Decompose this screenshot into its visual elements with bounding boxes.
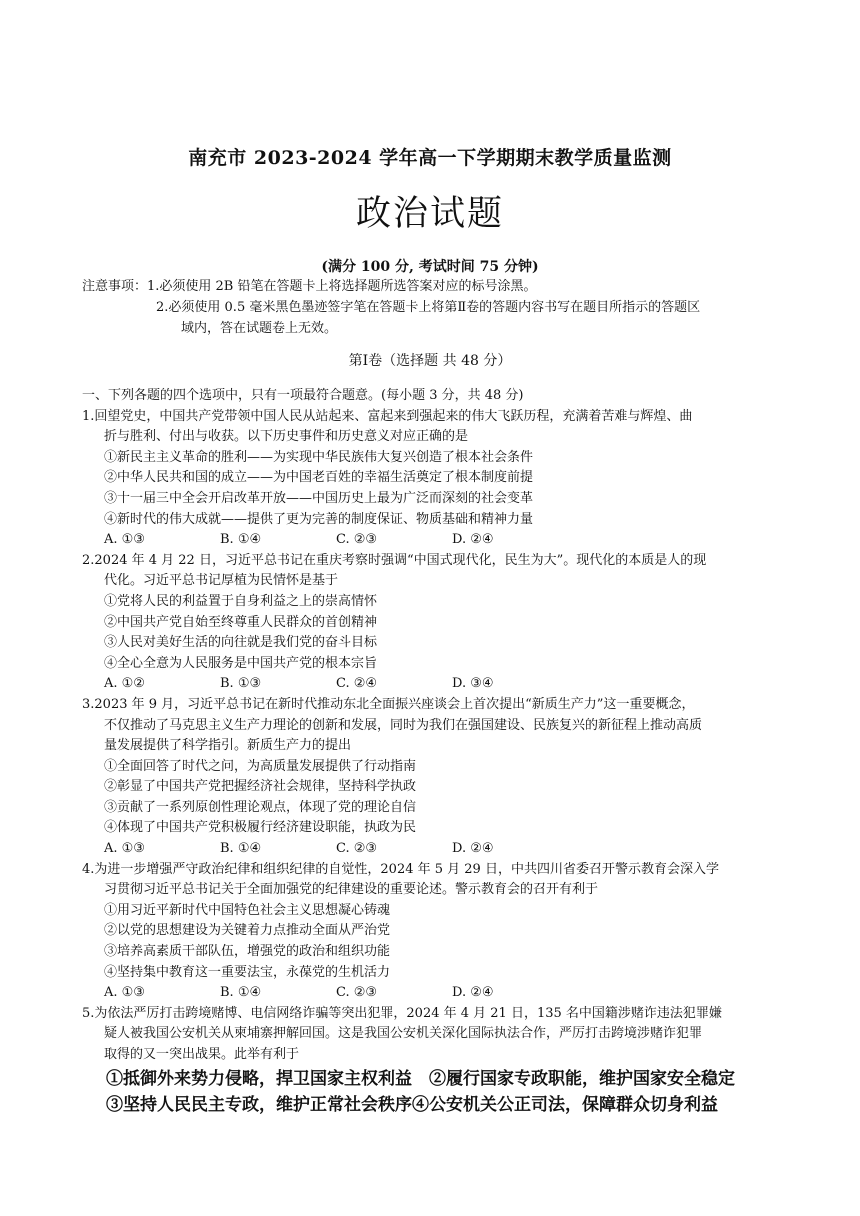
question-stem-line: 1.回望党史，中国共产党带领中国人民从站起来、富起来到强起来的伟大飞跃历程，充满着苦难与辉煌、曲 [82, 408, 693, 424]
option-c: C. ②③ [336, 841, 378, 857]
statement-item: ③贡献了一系列原创性理论观点，体现了党的理论自信 [104, 799, 417, 815]
exam-title: 政治试题 [355, 194, 504, 234]
answer-options [82, 530, 782, 551]
exam-header: 南充市 2023-2024 学年高一下学期期末教学质量监测 [188, 147, 672, 169]
question-stem-line: 3.2023 年 9 月，习近平总书记在新时代推动东北全面振兴座谈会上首次提出“新质生产力”这一重要概念， [82, 696, 695, 712]
option-d: D. ②④ [452, 532, 494, 548]
statement-item: ③坚持人民民主专政，维护正常社会秩序④公安机关公正司法，保障群众切身利益 [106, 1094, 718, 1115]
statement-item: ④全心全意为人民服务是中国共产党的根本宗旨 [104, 655, 378, 671]
question-stem-line: 5.为依法严厉打击跨境赌博、电信网络诈骗等突出犯罪，2024 年 4 月 21 日，135 名中国籍涉赌诈违法犯罪嫌 [82, 1005, 722, 1021]
option-a: A. ①③ [104, 985, 145, 1001]
exam-subtitle: (满分 100 分, 考试时间 75 分钟) [321, 259, 539, 275]
notice-line-2: 2.必须使用 0.5 毫米黑色墨迹签字笔在答题卡上将第Ⅱ卷的答题内容书写在题目所指示的答题区 [156, 300, 701, 315]
option-c: C. ②③ [336, 985, 378, 1001]
option-d: D. ③④ [452, 676, 494, 692]
statement-item: ②中国共产党自始至终尊重人民群众的首创精神 [104, 614, 378, 630]
question-stem-line: 代化。习近平总书记厚植为民情怀是基于 [104, 573, 339, 589]
question-stem-line: 折与胜利、付出与收获。以下历史事件和历史意义对应正确的是 [104, 429, 469, 445]
option-a: A. ①③ [104, 532, 145, 548]
question-4 [82, 860, 782, 1004]
statement-item: ③人民对美好生活的向往就是我们党的奋斗目标 [104, 635, 378, 651]
option-b: B. ①③ [220, 676, 262, 692]
answer-options [82, 674, 782, 695]
option-d: D. ②④ [452, 841, 494, 857]
notice-line-3: 域内，答在试题卷上无效。 [181, 321, 338, 336]
statement-item: ①抵御外来势力侵略，捍卫国家主权利益 ②履行国家专政职能，维护国家安全稳定 [106, 1068, 735, 1089]
section-title: 第Ⅰ卷（选择题 共 48 分） [348, 353, 512, 369]
question-stem-line: 取得的又一突出战果。此举有利于 [104, 1047, 300, 1062]
question-3 [82, 695, 782, 860]
option-c: C. ②④ [336, 676, 378, 692]
statement-item: ①党将人民的利益置于自身利益之上的崇高情怀 [104, 593, 378, 609]
question-2 [82, 551, 782, 695]
question-1 [82, 407, 782, 551]
section-instruction: 一、下列各题的四个选项中，只有一项最符合题意。(每小题 3 分，共 48 分) [82, 388, 524, 403]
statement-item: ②以党的思想建设为关键着力点推动全面从严治党 [104, 923, 391, 939]
notice-line-1: 注意事项：1.必须使用 2B 铅笔在答题卡上将选择题所选答案对应的标号涂黑。 [82, 279, 537, 294]
question-area [82, 386, 782, 1118]
option-b: B. ①④ [220, 532, 262, 548]
answer-options [82, 839, 782, 860]
question-stem-line: 4.为进一步增强严守政治纪律和组织纪律的自觉性，2024 年 5 月 29 日，中共四川省委召开警示教育会深入学 [82, 861, 719, 877]
statement-item: ②中华人民共和国的成立——为中国老百姓的幸福生活奠定了根本制度前提 [104, 470, 534, 486]
statement-item: ④体现了中国共产党积极履行经济建设职能，执政为民 [104, 820, 417, 836]
question-stem-line: 习贯彻习近平总书记关于全面加强党的纪律建设的重要论述。警示教育会的召开有利于 [104, 882, 599, 898]
statement-item: ①全面回答了时代之问，为高质量发展提供了行动指南 [104, 758, 417, 774]
statement-item: ④新时代的伟大成就——提供了更为完善的制度保证、物质基础和精神力量 [104, 511, 534, 527]
statement-item: ①用习近平新时代中国特色社会主义思想凝心铸魂 [104, 902, 391, 918]
question-5 [82, 1004, 782, 1118]
answer-options [82, 983, 782, 1004]
option-c: C. ②③ [336, 532, 378, 548]
statement-item: ④坚持集中教育这一重要法宝，永葆党的生机活力 [104, 964, 391, 980]
option-d: D. ②④ [452, 985, 494, 1001]
question-stem-line: 量发展提供了科学指引。新质生产力的提出 [104, 738, 352, 754]
statement-item: ③培养高素质干部队伍，增强党的政治和组织功能 [104, 944, 391, 960]
option-a: A. ①③ [104, 841, 145, 857]
option-a: A. ①② [104, 676, 145, 692]
option-b: B. ①④ [220, 985, 262, 1001]
statement-item: ②彰显了中国共产党把握经济社会规律，坚持科学执政 [104, 779, 417, 795]
option-b: B. ①④ [220, 841, 262, 857]
question-stem-line: 不仅推动了马克思主义生产力理论的创新和发展，同时为我们在强国建设、民族复兴的新征程上推动高质 [104, 717, 703, 733]
statement-item: ①新民主主义革命的胜利——为实现中华民族伟大复兴创造了根本社会条件 [104, 449, 534, 465]
question-stem-line: 疑人被我国公安机关从柬埔寨押解回国。这是我国公安机关深化国际执法合作，严厉打击跨境涉赌诈犯罪 [104, 1026, 703, 1042]
statement-item: ③十一届三中全会开启改革开放——中国历史上最为广泛而深刻的社会变革 [104, 490, 534, 506]
question-stem-line: 2.2024 年 4 月 22 日，习近平总书记在重庆考察时强调“中国式现代化，民生为大”。现代化的本质是人的现 [82, 552, 707, 568]
